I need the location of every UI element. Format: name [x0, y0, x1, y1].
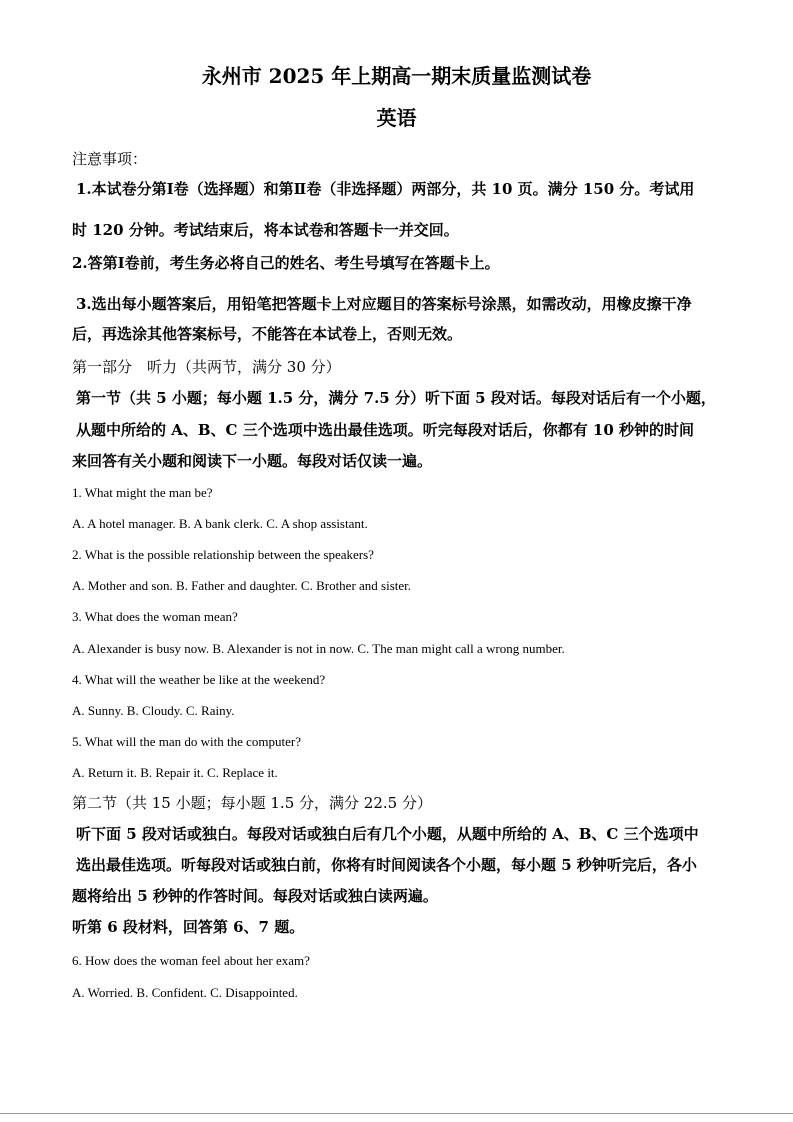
question-3: 3. What does the woman mean?	[72, 609, 238, 624]
page-bottom-rule	[0, 1113, 793, 1114]
notice-item3-line2: 后，再选涂其他答案标号，不能答在本试卷上，否则无效。	[72, 325, 463, 343]
options-4: A. Sunny. B. Cloudy. C. Rainy.	[72, 703, 235, 718]
section2-line1: 听下面 5 段对话或独白。每段对话或独白后有几个小题，从题中所给的 A、B、C 三个选项中	[76, 825, 699, 843]
options-1: A. A hotel manager. B. A bank clerk. C. A shop assistant.	[72, 516, 368, 531]
notice-item3-line1: 3.选出每小题答案后，用铅笔把答题卡上对应题目的答案标号涂黑，如需改动，用橡皮擦干净	[76, 295, 692, 313]
notice-heading: 注意事项：	[72, 150, 148, 168]
options-3: A. Alexander is busy now. B. Alexander is not in now. C. The man might call a wrong number.	[72, 641, 565, 656]
question-1: 1. What might the man be?	[72, 485, 213, 500]
exam-title: 永州市 2025 年上期高一期末质量监测试卷	[201, 64, 592, 88]
subject-title: 英语	[376, 106, 417, 130]
options-2: A. Mother and son. B. Father and daughter. C. Brother and sister.	[72, 578, 412, 593]
section1-line3: 来回答有关小题和阅读下一小题。每段对话仅读一遍。	[72, 452, 433, 470]
material-6-heading: 听第 6 段材料，回答第 6、7 题。	[72, 918, 305, 936]
question-4: 4. What will the weather be like at the weekend?	[72, 672, 326, 687]
question-5: 5. What will the man do with the computer?	[72, 734, 302, 749]
section1-line2: 从题中所给的 A、B、C 三个选项中选出最佳选项。听完每段对话后，你都有 10 秒钟的时间	[76, 421, 695, 439]
section2-heading: 第二节（共 15 小题；每小题 1.5 分，满分 22.5 分）	[72, 794, 432, 812]
question-2: 2. What is the possible relationship between the speakers?	[72, 547, 374, 562]
notice-item1-line1: 1.本试卷分第Ⅰ卷（选择题）和第Ⅱ卷（非选择题）两部分，共 10 页。满分 150 分。考试用	[76, 180, 695, 198]
notice-item1-line2: 时 120 分钟。考试结束后，将本试卷和答题卡一并交回。	[72, 221, 459, 239]
question-6: 6. How does the woman feel about her exam?	[72, 953, 310, 968]
part1-heading: 第一部分 听力（共两节，满分 30 分）	[72, 358, 341, 376]
section1-line1: 第一节（共 5 小题；每小题 1.5 分，满分 7.5 分）听下面 5 段对话。每段对话后有一个小题，	[76, 389, 716, 407]
options-6: A. Worried. B. Confident. C. Disappointed.	[72, 985, 298, 1000]
options-5: A. Return it. B. Repair it. C. Replace it.	[72, 765, 278, 780]
section2-line2: 选出最佳选项。听每段对话或独白前，你将有时间阅读各个小题，每小题 5 秒钟听完后，各小	[76, 856, 697, 874]
section2-line3: 题将给出 5 秒钟的作答时间。每段对话或独白读两遍。	[72, 887, 438, 905]
notice-item2: 2.答第Ⅰ卷前，考生务必将自己的姓名、考生号填写在答题卡上。	[72, 254, 500, 272]
